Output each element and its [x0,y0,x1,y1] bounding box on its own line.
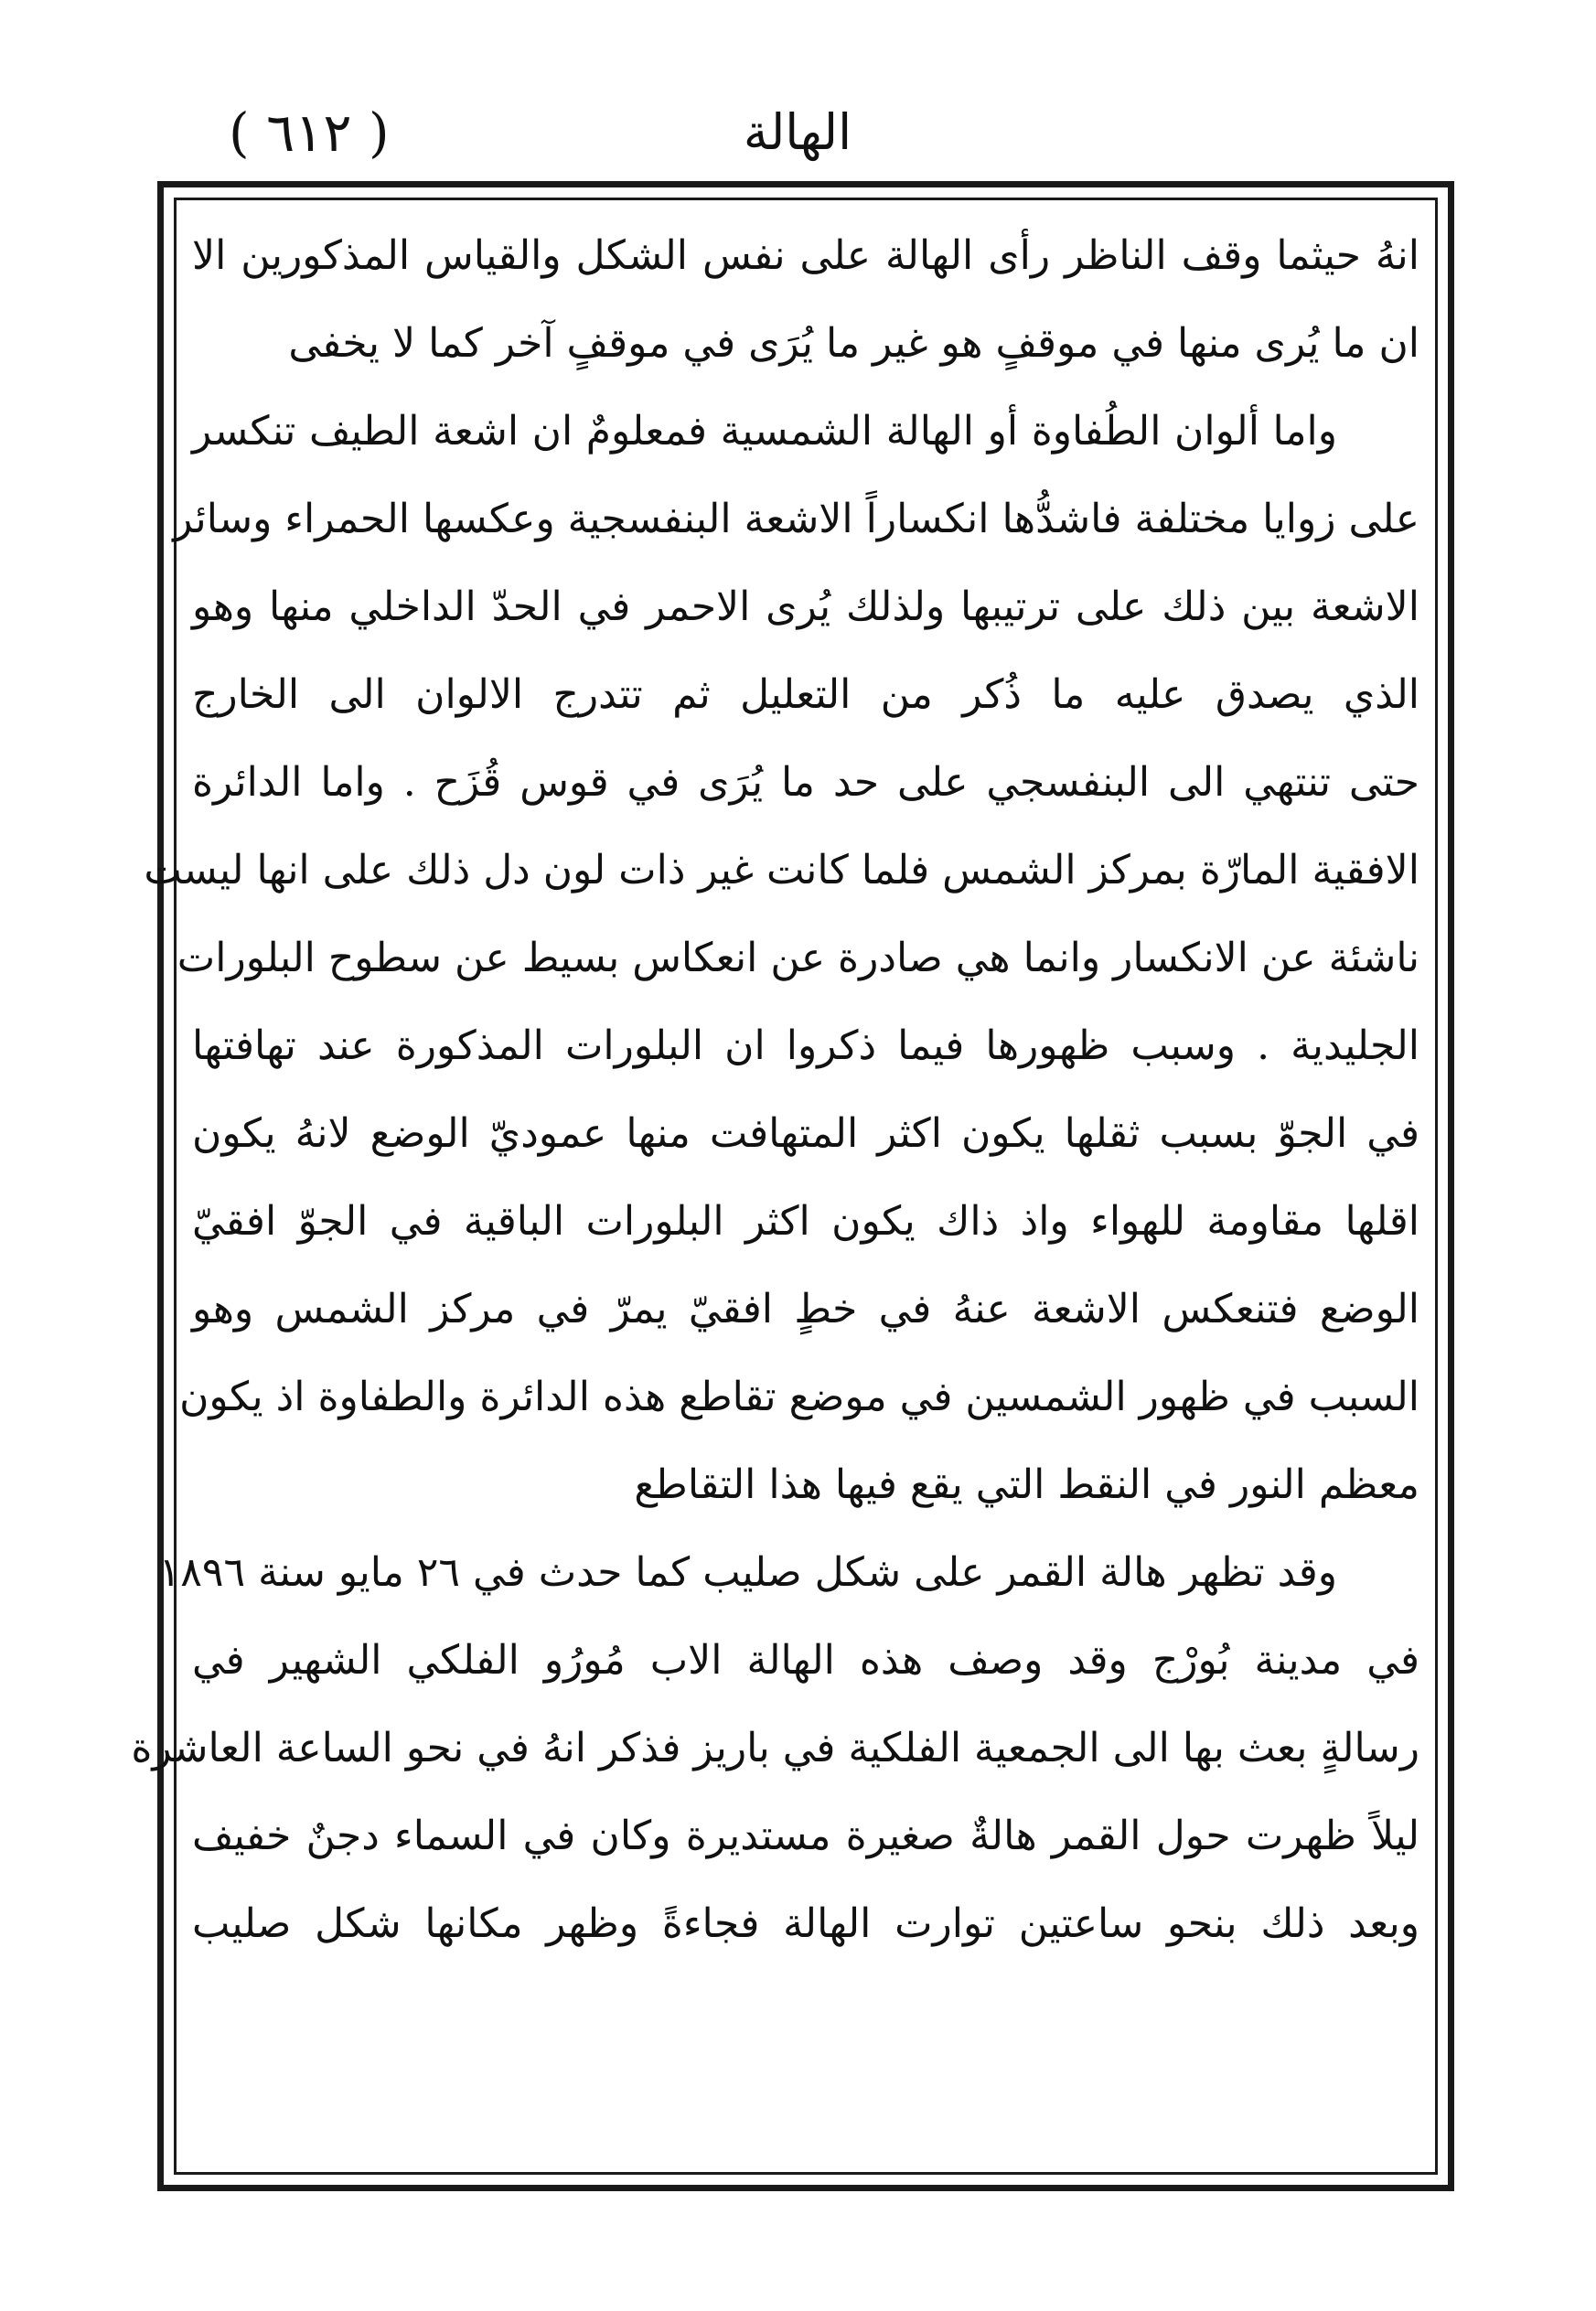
text-line: ليلاً ظهرت حول القمر هالةٌ صغيرة مستديرة وكان في السماء دجنٌ خفيف [192,1813,1419,1859]
text-line: حتى تنتهي الى البنفسجي على حد ما يُرَى في قوس قُزَح . واما الدائرة [192,759,1419,806]
text-line: السبب في ظهور الشمسين في موضع تقاطع هذه الدائرة والطفاوة اذ يكون [179,1374,1419,1420]
text-line: ان ما يُرى منها في موقفٍ هو غير ما يُرَى في موقفٍ آخر كما لا يخفى [288,320,1419,367]
page-number: ( ٦١٢ ) [229,102,390,164]
body-text [131,212,1419,2160]
text-line: رسالةٍ بعث بها الى الجمعية الفلكية في باريز فذكر انهُ في نحو الساعة العاشرة [131,1725,1419,1771]
text-line: الافقية المارّة بمركز الشمس فلما كانت غير ذات لون دل ذلك على انها ليست [144,847,1419,893]
text-line: الوضع فتنعكس الاشعة عنهُ في خطٍ افقيّ يمرّ في مركز الشمس وهو [192,1286,1419,1332]
text-line: الجليدية . وسبب ظهورها فيما ذكروا ان البلورات المذكورة عند تهافتها [192,1022,1419,1069]
text-line: وبعد ذلك بنحو ساعتين توارت الهالة فجاءةً وظهر مكانها شكل صليب [192,1900,1419,1947]
text-line: معظم النور في النقط التي يقع فيها هذا التقاطع [634,1461,1419,1508]
text-line: في مدينة بُورْج وقد وصف هذه الهالة الاب مُورُو الفلكي الشهير في [192,1637,1419,1684]
text-line: وقد تظهر هالة القمر على شكل صليب كما حدث في ٢٦ مايو سنة ١٨٩٦ [158,1549,1337,1596]
text-line: انهُ حيثما وقف الناظر رأى الهالة على نفس الشكل والقياس المذكورين الا [192,232,1419,279]
text-line: الاشعة بين ذلك على ترتيبها ولذلك يُرى الاحمر في الحدّ الداخلي منها وهو [192,583,1419,630]
text-line: في الجوّ بسبب ثقلها يكون اكثر المتهافت منها عموديّ الوضع لانهُ يكون [192,1110,1419,1157]
text-line: ناشئة عن الانكسار وانما هي صادرة عن انعكاس بسيط عن سطوح البلورات [177,935,1419,981]
text-line: واما ألوان الطُفاوة أو الهالة الشمسية فمعلومٌ ان اشعة الطيف تنكسر [192,408,1337,455]
running-title: الهالة [743,103,852,161]
text-line: اقلها مقاومة للهواء واذ ذاك يكون اكثر البلورات الباقية في الجوّ افقيّ [192,1198,1419,1245]
text-line: على زوايا مختلفة فاشدُّها انكساراً الاشعة البنفسجية وعكسها الحمراء وسائر [173,496,1419,542]
text-line: الذي يصدق عليه ما ذُكر من التعليل ثم تتدرج الالوان الى الخارج [192,671,1419,718]
